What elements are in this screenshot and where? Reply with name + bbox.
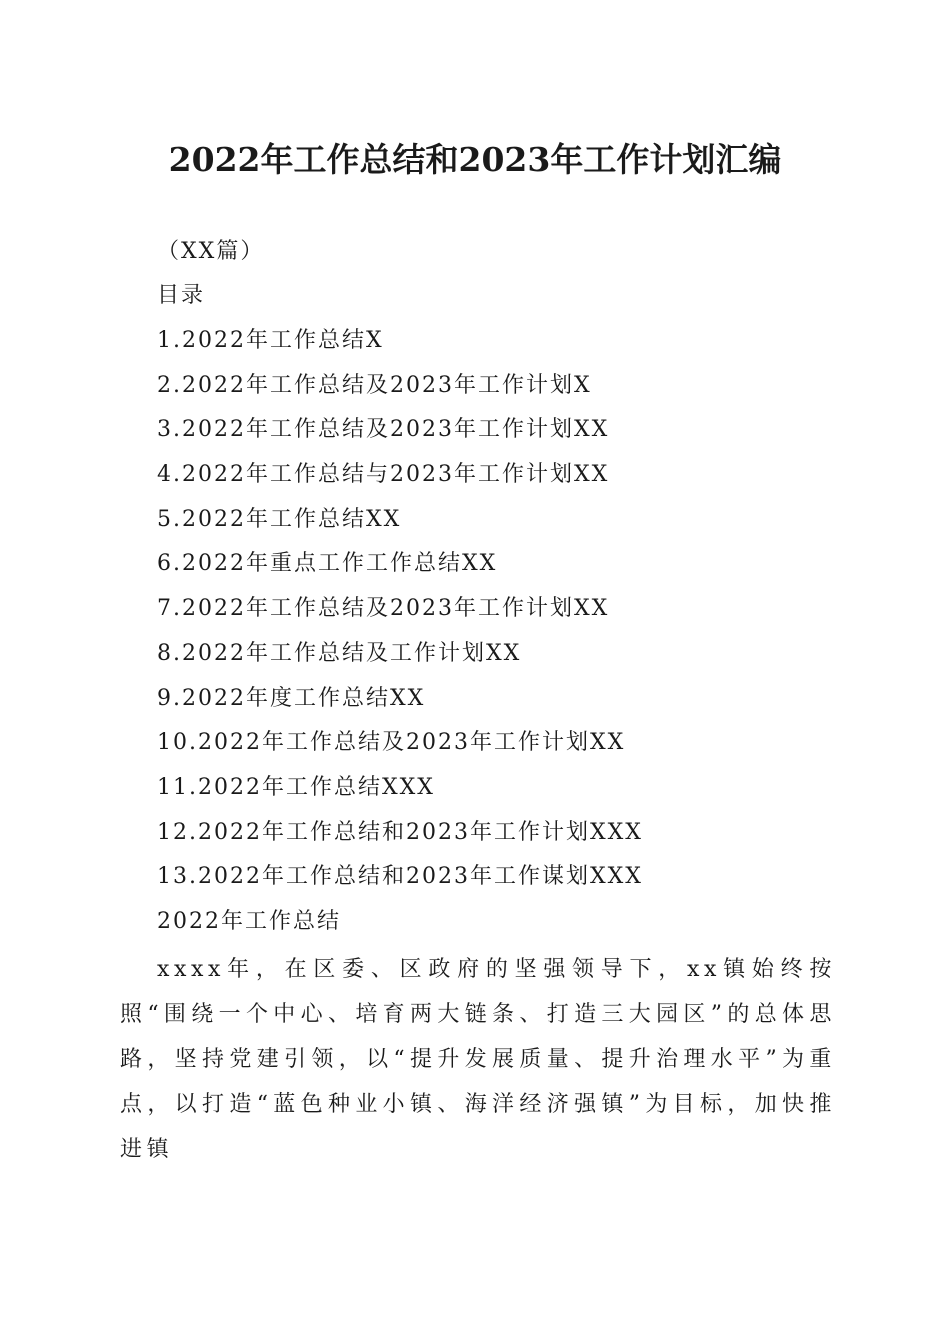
toc-heading: 目录 — [157, 283, 206, 308]
toc-item: 7.2022年工作总结及2023年工作计划XX — [157, 596, 610, 622]
toc-item: 11.2022年工作总结XXX — [157, 774, 435, 800]
table-of-contents — [157, 326, 643, 907]
toc-item: 13.2022年工作总结和2023年工作谋划XXX — [157, 864, 643, 890]
toc-item: 4.2022年工作总结与2023年工作计划XX — [157, 462, 610, 488]
toc-item: 6.2022年重点工作工作总结XX — [157, 551, 498, 577]
toc-item: 8.2022年工作总结及工作计划XX — [157, 640, 522, 666]
toc-item: 3.2022年工作总结及2023年工作计划XX — [157, 417, 610, 443]
toc-item: 5.2022年工作总结XX — [157, 506, 402, 532]
toc-item: 9.2022年度工作总结XX — [157, 685, 426, 711]
toc-item: 1.2022年工作总结X — [157, 328, 384, 353]
document-title: 2022年工作总结和2023年工作计划汇编 — [168, 140, 782, 179]
body-paragraph: xxxx年，在区委、区政府的坚强领导下，xx镇始终按照“围绕一个中心、培育两大链条、打造三大园区”的总体思路，坚持党建引领，以“提升发展质量、提升治理水平”为重点，以打造“蓝色种业小镇、海洋经济强镇”为目标，加快推进镇 — [120, 957, 836, 1162]
document-subtitle: （XX篇） — [157, 239, 265, 264]
toc-item: 10.2022年工作总结及2023年工作计划XX — [157, 730, 626, 756]
toc-item: 2.2022年工作总结及2023年工作计划X — [157, 372, 592, 398]
toc-item: 12.2022年工作总结和2023年工作计划XXX — [157, 819, 643, 845]
section-heading: 2022年工作总结 — [157, 909, 341, 934]
